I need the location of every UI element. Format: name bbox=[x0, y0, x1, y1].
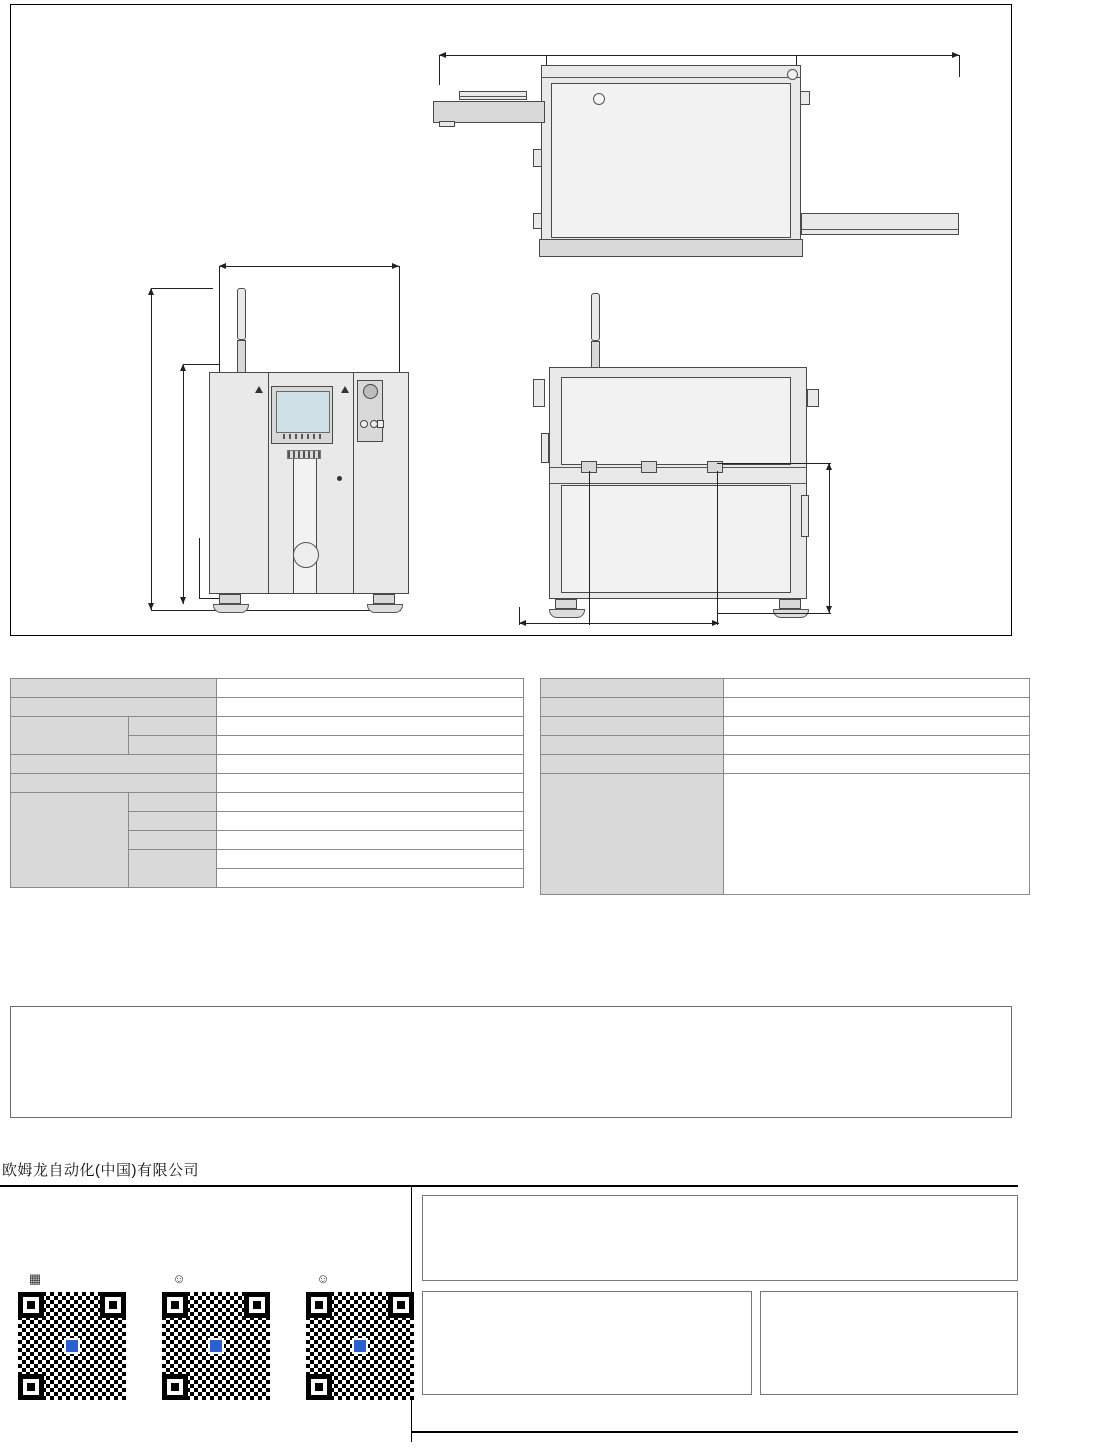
side-view-right-bracket bbox=[801, 495, 809, 537]
footer-notice-box bbox=[760, 1291, 1018, 1395]
dim-arrow bbox=[180, 364, 186, 371]
footer-info-line bbox=[432, 1234, 1008, 1248]
spec-label bbox=[541, 774, 724, 895]
dim-arrow bbox=[952, 52, 959, 58]
footer-info-line bbox=[770, 1330, 1008, 1344]
specification-table-left bbox=[10, 678, 524, 888]
spec-value bbox=[217, 679, 524, 698]
side-view-bottom-dimension bbox=[519, 623, 719, 624]
company-name: 欧姆龙自动化(中国)有限公司 bbox=[2, 1162, 199, 1179]
footer-contact-box bbox=[422, 1195, 1018, 1281]
spec-label bbox=[11, 698, 217, 717]
side-view-base-ext bbox=[717, 613, 831, 614]
spec-value bbox=[724, 755, 1030, 774]
top-view-input-tray-line bbox=[459, 96, 527, 97]
dim-extension bbox=[399, 266, 400, 374]
table-row bbox=[541, 774, 1030, 895]
spec-label bbox=[541, 698, 724, 717]
footer-left-panel bbox=[0, 1187, 412, 1442]
top-view-right-knob bbox=[787, 69, 798, 80]
side-view-right-connector bbox=[807, 389, 819, 407]
front-view-foot-height-dimension bbox=[199, 538, 200, 598]
qr-center-logo bbox=[64, 1338, 80, 1354]
front-view-tower-base bbox=[237, 340, 246, 374]
side-view-rail-bottom bbox=[549, 483, 807, 484]
table-row bbox=[11, 717, 524, 736]
side-view-right-foot bbox=[779, 599, 801, 609]
spec-sublabel bbox=[129, 736, 217, 755]
table-row bbox=[541, 717, 1030, 736]
spec-sublabel bbox=[129, 850, 217, 888]
qr-finder-icon bbox=[162, 1374, 188, 1400]
front-view-width-label bbox=[301, 254, 321, 264]
notes-box bbox=[10, 1006, 1012, 1118]
spec-sublabel bbox=[129, 793, 217, 812]
footer-info-line bbox=[432, 1219, 1008, 1233]
spec-sublabel bbox=[129, 831, 217, 850]
side-view-left-foot-pad bbox=[549, 609, 585, 618]
dim-extension bbox=[439, 55, 440, 85]
table-row bbox=[11, 774, 524, 793]
spec-value bbox=[217, 717, 524, 736]
spec-value bbox=[724, 717, 1030, 736]
table-row bbox=[11, 755, 524, 774]
spec-value bbox=[724, 679, 1030, 698]
front-view-marker-right-icon bbox=[341, 386, 349, 393]
qr-finder-icon bbox=[18, 1374, 44, 1400]
top-view-right-connector bbox=[800, 91, 810, 105]
top-view-left-connector bbox=[533, 149, 542, 167]
spec-label bbox=[11, 793, 129, 888]
spec-value bbox=[217, 793, 524, 812]
front-view-panel-led-1 bbox=[360, 420, 368, 428]
dim-arrow bbox=[519, 620, 526, 626]
front-view-left-foot bbox=[219, 594, 241, 604]
dim-arrow bbox=[148, 288, 154, 295]
dim-extension bbox=[959, 55, 960, 77]
side-view-left-bracket bbox=[541, 433, 549, 463]
footer-info-line bbox=[432, 1315, 742, 1329]
spec-label bbox=[11, 774, 217, 793]
top-view-output-conveyor bbox=[801, 213, 959, 235]
front-view-keypad bbox=[287, 450, 321, 459]
front-view-signal-tower bbox=[237, 288, 246, 340]
dim-arrow bbox=[392, 263, 399, 269]
front-view-marker-left-icon bbox=[255, 386, 263, 393]
top-view-sensor-port bbox=[593, 93, 605, 105]
qr-website-code[interactable] bbox=[18, 1292, 126, 1400]
footer-info-line bbox=[432, 1203, 1008, 1217]
spec-sublabel bbox=[129, 717, 217, 736]
note-line bbox=[23, 1015, 999, 1029]
spec-value bbox=[217, 736, 524, 755]
top-view-width-dimension bbox=[439, 55, 959, 56]
footer-bottom-divider bbox=[412, 1431, 1018, 1433]
table-row bbox=[11, 679, 524, 698]
table-row bbox=[541, 736, 1030, 755]
qr-finder-icon bbox=[244, 1292, 270, 1318]
dim-arrow bbox=[439, 52, 446, 58]
qr-finder-icon bbox=[100, 1292, 126, 1318]
spec-label bbox=[541, 755, 724, 774]
table-row bbox=[541, 755, 1030, 774]
qr-finder-icon bbox=[388, 1292, 414, 1318]
spec-value bbox=[724, 698, 1030, 717]
side-view-bottom-label bbox=[611, 626, 626, 636]
browser-icon: ▦ bbox=[28, 1271, 42, 1286]
spec-value bbox=[217, 774, 524, 793]
top-view-left-bracket bbox=[533, 213, 542, 229]
dimension-drawing-panel bbox=[10, 4, 1012, 636]
spec-value bbox=[217, 869, 524, 888]
front-view-center-knob bbox=[293, 542, 319, 568]
footer-address-box bbox=[422, 1291, 752, 1395]
spec-label bbox=[541, 679, 724, 698]
front-view-right-foot bbox=[373, 594, 395, 604]
qr-center-logo bbox=[208, 1338, 224, 1354]
spec-value bbox=[724, 774, 1030, 895]
spec-label bbox=[11, 679, 217, 698]
dim-arrow bbox=[219, 263, 226, 269]
table-row bbox=[541, 679, 1030, 698]
front-view-inner-height-dimension bbox=[183, 364, 184, 604]
spec-value bbox=[217, 850, 524, 869]
qr-item[interactable] bbox=[306, 1271, 414, 1400]
top-view-base-plate bbox=[539, 239, 803, 257]
spec-value bbox=[217, 755, 524, 774]
qr-center-logo bbox=[352, 1338, 368, 1354]
qr-item[interactable] bbox=[18, 1271, 126, 1400]
note-line bbox=[23, 1047, 999, 1061]
side-view-signal-tower bbox=[591, 293, 600, 341]
specification-table-right bbox=[540, 678, 1030, 895]
dim-extension bbox=[589, 471, 590, 625]
footer-info-line bbox=[432, 1299, 742, 1313]
wechat-icon: ☺ bbox=[172, 1271, 186, 1286]
front-view-marker-dot bbox=[337, 476, 342, 481]
dim-arrow bbox=[826, 606, 832, 613]
front-view-hmi-screen bbox=[276, 391, 330, 433]
top-view-inner-panel bbox=[551, 83, 791, 238]
qr-finder-icon bbox=[306, 1292, 332, 1318]
dim-extension bbox=[717, 471, 718, 625]
dim-extension bbox=[219, 266, 220, 374]
spec-label bbox=[541, 736, 724, 755]
spec-value bbox=[217, 831, 524, 850]
front-view-inner-ext bbox=[183, 364, 219, 365]
side-view-conveyor-ext bbox=[717, 463, 831, 464]
front-view-drawing bbox=[141, 260, 421, 620]
front-view-emergency-stop bbox=[363, 384, 378, 399]
front-view-hmi-buttons bbox=[283, 434, 321, 439]
side-view-conveyor-height-dimension bbox=[829, 463, 830, 613]
side-view-drawing bbox=[511, 285, 851, 630]
qr-code-row bbox=[18, 1271, 414, 1400]
spec-sublabel bbox=[129, 812, 217, 831]
spec-value bbox=[217, 812, 524, 831]
top-view-output-conveyor-line bbox=[801, 229, 959, 230]
front-view-panel-switch bbox=[377, 420, 384, 428]
spec-label bbox=[11, 717, 129, 755]
table-row bbox=[11, 698, 524, 717]
dim-arrow bbox=[180, 597, 186, 604]
table-row bbox=[11, 793, 524, 812]
front-view-left-panel bbox=[209, 372, 269, 594]
footer-right-panel bbox=[412, 1187, 1018, 1442]
qr-wechat-2-code[interactable] bbox=[306, 1292, 414, 1400]
qr-finder-icon bbox=[18, 1292, 44, 1318]
side-view-window bbox=[561, 377, 791, 465]
side-view-clamp-2 bbox=[641, 461, 657, 473]
note-line bbox=[23, 1063, 999, 1077]
dim-arrow bbox=[712, 620, 719, 626]
top-view-input-foot bbox=[439, 121, 455, 127]
footer-info-line bbox=[432, 1330, 742, 1344]
front-view-center-column bbox=[293, 456, 317, 594]
note-line bbox=[23, 1031, 999, 1045]
front-view-height-dimension bbox=[151, 288, 152, 610]
spec-value bbox=[217, 698, 524, 717]
front-view-width-dimension bbox=[219, 266, 399, 267]
table-row bbox=[541, 698, 1030, 717]
side-view-conveyor-height-label bbox=[833, 531, 863, 541]
spec-label bbox=[541, 717, 724, 736]
top-view-rail-upper bbox=[541, 77, 801, 78]
front-view-right-foot-pad bbox=[367, 604, 403, 613]
spec-label bbox=[11, 755, 217, 774]
side-view-lower-panel bbox=[561, 485, 791, 593]
qr-item[interactable] bbox=[162, 1271, 270, 1400]
top-view-input-conveyor bbox=[433, 101, 545, 123]
top-view-width-label bbox=[676, 43, 696, 53]
qr-wechat-1-code[interactable] bbox=[162, 1292, 270, 1400]
footer-info-line bbox=[770, 1315, 1008, 1329]
side-view-left-connector bbox=[533, 379, 545, 407]
top-view-drawing bbox=[421, 43, 981, 258]
wechat-icon: ☺ bbox=[316, 1271, 330, 1286]
spec-value bbox=[724, 736, 1030, 755]
footer bbox=[0, 1187, 1018, 1442]
qr-finder-icon bbox=[306, 1374, 332, 1400]
dim-arrow bbox=[826, 463, 832, 470]
footer-info-line bbox=[770, 1299, 1008, 1313]
front-view-height-ext-bottom bbox=[151, 610, 401, 611]
front-view-height-ext-top bbox=[151, 288, 213, 289]
dim-arrow bbox=[148, 603, 154, 610]
side-view-left-foot bbox=[555, 599, 577, 609]
front-view-left-foot-pad bbox=[213, 604, 249, 613]
qr-finder-icon bbox=[162, 1292, 188, 1318]
